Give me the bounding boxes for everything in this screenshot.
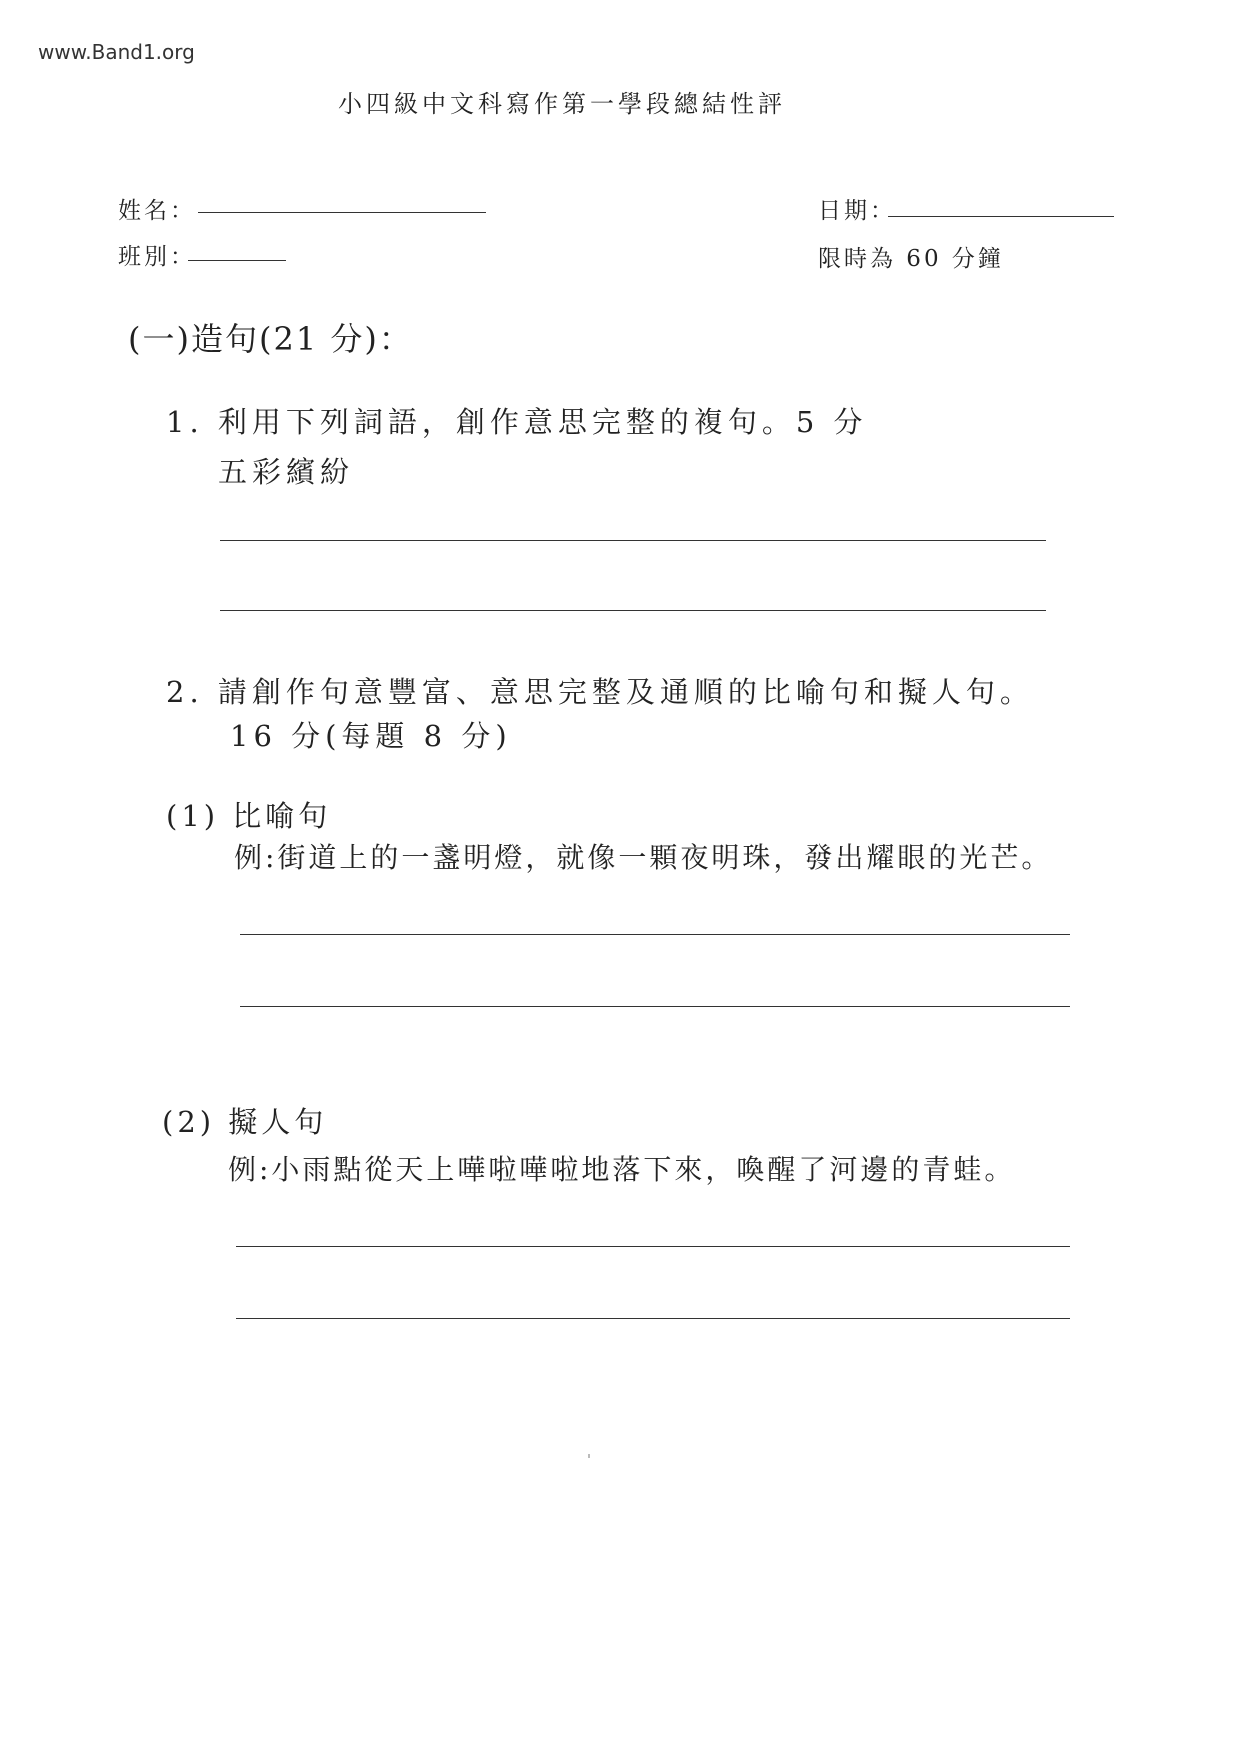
date-answer-line[interactable] <box>888 216 1114 217</box>
question-2-prompt: 2. 請創作句意豐富、意思完整及通順的比喻句和擬人句。 <box>166 675 1034 709</box>
class-answer-line[interactable] <box>188 260 286 261</box>
part-1-answer-line-2[interactable] <box>240 1006 1070 1007</box>
class-label: 班別： <box>118 244 196 270</box>
part-2-answer-line-1[interactable] <box>236 1246 1070 1247</box>
question-1-word: 五彩繽紛 <box>218 455 355 489</box>
name-label: 姓名： <box>118 198 196 224</box>
name-answer-line[interactable] <box>198 212 486 213</box>
part-2-example: 例:小雨點從天上嘩啦嘩啦地落下來，喚醒了河邊的青蛙。 <box>228 1153 1016 1186</box>
part-2-label: (2) 擬人句 <box>162 1105 328 1139</box>
part-1-answer-line-1[interactable] <box>240 934 1070 935</box>
question-1-answer-line-2[interactable] <box>220 610 1046 611</box>
time-limit-text: 限時為 60 分鐘 <box>818 246 1004 272</box>
watermark-text: www.Band1.org <box>38 40 195 64</box>
worksheet-title: 小四級中文科寫作第一學段總結性評 <box>338 90 786 118</box>
question-2-marks: 16 分(每題 8 分) <box>230 719 512 753</box>
question-1-prompt: 1. 利用下列詞語，創作意思完整的複句。5 分 <box>166 405 868 439</box>
part-1-label: (1) 比喻句 <box>166 799 332 833</box>
section-heading: (一)造句(21 分)： <box>128 320 413 358</box>
part-2-answer-line-2[interactable] <box>236 1318 1070 1319</box>
part-1-example: 例:街道上的一盞明燈，就像一顆夜明珠，發出耀眼的光芒。 <box>234 841 1053 874</box>
date-label: 日期： <box>818 198 896 224</box>
question-1-answer-line-1[interactable] <box>220 540 1046 541</box>
scan-speck <box>588 1454 590 1458</box>
